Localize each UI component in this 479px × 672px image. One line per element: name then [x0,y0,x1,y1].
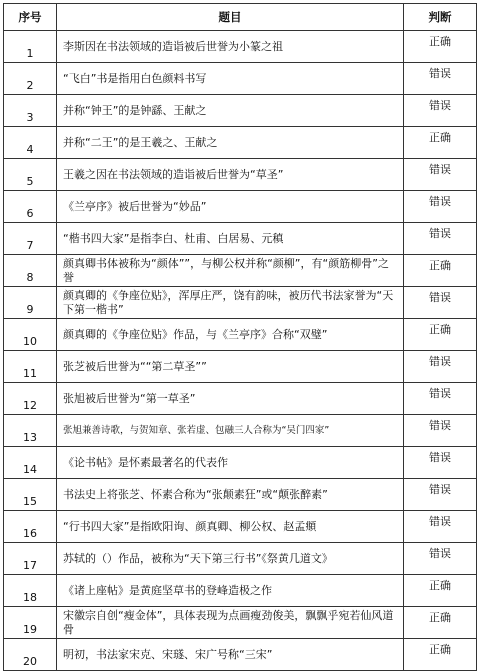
row-number: 20 [4,639,57,671]
row-number: 2 [4,63,57,95]
row-number: 6 [4,191,57,223]
header-judge: 判断 [404,4,477,31]
row-question: 苏轼的（）作品，被称为“天下第三行书”《祭黄几道文》 [57,543,404,575]
row-question: 宋徽宗自创“瘦金体”，具体表现为点画瘦劲俊美，飘飘乎宛若仙风道骨 [57,607,404,639]
row-judgement: 错误 [404,287,477,319]
row-question: “飞白”书是指用白色颜料书写 [57,63,404,95]
table-row [4,543,477,575]
row-question: 颜真卿的《争座位贴》作品，与《兰亭序》合称“双璧” [57,319,404,351]
row-judgement: 错误 [404,479,477,511]
row-number: 3 [4,95,57,127]
header-topic: 题目 [57,4,404,31]
row-number: 8 [4,255,57,287]
row-question: 《诸上座帖》是黄庭坚草书的登峰造极之作 [57,575,404,607]
row-judgement: 错误 [404,63,477,95]
row-judgement: 正确 [404,639,477,671]
row-number: 5 [4,159,57,191]
table-row [4,511,477,543]
table-row [4,159,477,191]
table-row [4,415,477,447]
row-number: 16 [4,511,57,543]
row-question: 颜真卿的《争座位贴》，浑厚庄严，饶有韵味，被历代书法家誉为“天下第一楷书” [57,287,404,319]
row-question: “楷书四大家”是指李白、杜甫、白居易、元稹 [57,223,404,255]
row-number: 18 [4,575,57,607]
table-row [4,607,477,639]
header-no: 序号 [4,4,57,31]
row-judgement: 错误 [404,159,477,191]
table-row [4,63,477,95]
table-row [4,575,477,607]
row-question: 颜真卿书体被称为“颜体””，与柳公权并称“颜柳”，有“颜筋柳骨”之誉 [57,255,404,287]
row-judgement: 错误 [404,223,477,255]
row-judgement: 错误 [404,511,477,543]
row-question: 并称“二王”的是王羲之、王献之 [57,127,404,159]
row-question: 《论书帖》是怀素最著名的代表作 [57,447,404,479]
row-question: 书法史上将张芝、怀素合称为“张颠素狂”或“颠张醉素” [57,479,404,511]
row-number: 13 [4,415,57,447]
row-judgement: 正确 [404,319,477,351]
table-row [4,255,477,287]
table-row [4,95,477,127]
row-question: 《兰亭序》被后世誉为“妙品” [57,191,404,223]
row-judgement: 正确 [404,575,477,607]
row-judgement: 错误 [404,383,477,415]
quiz-table [3,3,477,671]
row-judgement: 正确 [404,31,477,63]
row-judgement: 错误 [404,351,477,383]
table-row [4,383,477,415]
row-number: 9 [4,287,57,319]
row-judgement: 正确 [404,127,477,159]
row-number: 17 [4,543,57,575]
row-number: 1 [4,31,57,63]
table-row [4,223,477,255]
row-judgement: 错误 [404,543,477,575]
table-row [4,447,477,479]
row-number: 10 [4,319,57,351]
row-number: 12 [4,383,57,415]
table-row [4,191,477,223]
row-question: 明初，书法家宋克、宋璲、宋广号称“三宋” [57,639,404,671]
row-number: 7 [4,223,57,255]
table-row [4,31,477,63]
table-row [4,127,477,159]
table-row [4,319,477,351]
table-row [4,287,477,319]
row-judgement: 正确 [404,255,477,287]
row-number: 19 [4,607,57,639]
table-row [4,351,477,383]
row-question: 王羲之因在书法领域的造诣被后世誉为“草圣” [57,159,404,191]
row-question: 张旭兼善诗歌，与贺知章、张若虚、包融三人合称为“吴门四家” [57,415,404,447]
row-question: 张旭被后世誉为“第一草圣” [57,383,404,415]
row-question: “行书四大家”是指欧阳询、颜真卿、柳公权、赵孟頫 [57,511,404,543]
row-number: 14 [4,447,57,479]
row-question: 李斯因在书法领域的造诣被后世誉为小篆之祖 [57,31,404,63]
row-number: 15 [4,479,57,511]
header-row [4,4,477,31]
row-judgement: 错误 [404,95,477,127]
row-judgement: 错误 [404,447,477,479]
row-judgement: 错误 [404,191,477,223]
row-judgement: 错误 [404,415,477,447]
row-judgement: 正确 [404,607,477,639]
table-row [4,479,477,511]
row-number: 4 [4,127,57,159]
row-question: 并称“钟王”的是钟繇、王献之 [57,95,404,127]
table-row [4,639,477,671]
row-question: 张芝被后世誉为““第二草圣”” [57,351,404,383]
row-number: 11 [4,351,57,383]
